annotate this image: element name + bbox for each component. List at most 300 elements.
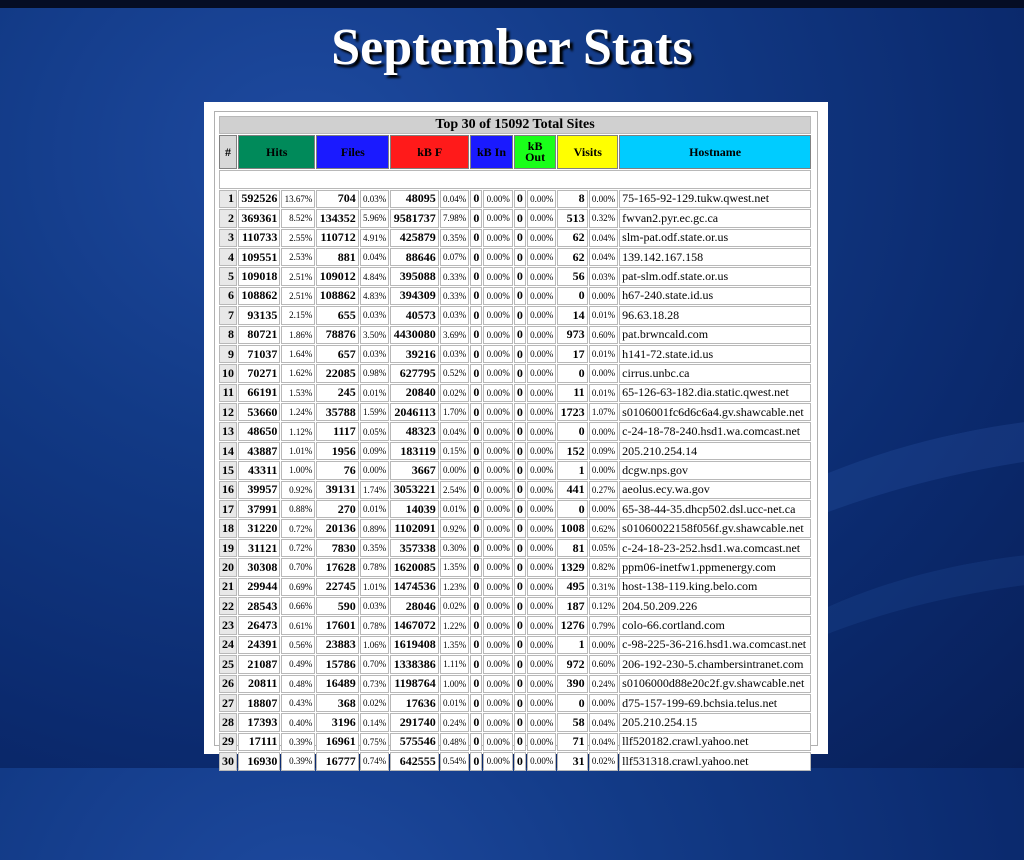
kb-out-value: 0 [514, 209, 526, 227]
files-percent: 0.03% [360, 345, 390, 363]
hits-value: 70271 [238, 364, 280, 382]
kb-out-percent: 0.00% [527, 539, 557, 557]
hits-value: 24391 [238, 636, 280, 654]
kb-f-percent: 7.98% [440, 209, 470, 227]
kb-in-percent: 0.00% [483, 461, 513, 479]
kb-in-value: 0 [470, 248, 482, 266]
kb-in-percent: 0.00% [483, 597, 513, 615]
hits-value: 43311 [238, 461, 280, 479]
table-body [219, 190, 811, 771]
table-caption: Top 30 of 15092 Total Sites [219, 116, 811, 134]
kb-in-percent: 0.00% [483, 519, 513, 537]
hits-value: 109018 [238, 267, 280, 285]
hits-percent: 2.51% [281, 287, 315, 305]
hostname-value: 205.210.254.14 [619, 442, 811, 460]
files-value: 39131 [316, 481, 358, 499]
kb-out-value: 0 [514, 248, 526, 266]
kb-out-value: 0 [514, 326, 526, 344]
hits-value: 31220 [238, 519, 280, 537]
kb-out-percent: 0.00% [527, 500, 557, 518]
row-number: 3 [219, 229, 237, 247]
kb-f-percent: 0.33% [440, 267, 470, 285]
row-number: 20 [219, 558, 237, 576]
visits-value: 1723 [557, 403, 587, 421]
kb-f-percent: 3.69% [440, 326, 470, 344]
visits-value: 14 [557, 306, 587, 324]
kb-out-value: 0 [514, 539, 526, 557]
kb-in-percent: 0.00% [483, 500, 513, 518]
files-value: 270 [316, 500, 358, 518]
kb-f-percent: 0.01% [440, 500, 470, 518]
table-row [219, 713, 811, 731]
kb-in-percent: 0.00% [483, 364, 513, 382]
hits-value: 48650 [238, 422, 280, 440]
kb-f-percent: 0.03% [440, 306, 470, 324]
row-number: 10 [219, 364, 237, 382]
files-value: 35788 [316, 403, 358, 421]
visits-percent: 0.04% [589, 733, 619, 751]
kb-out-value: 0 [514, 384, 526, 402]
kb-in-value: 0 [470, 733, 482, 751]
col-header-hostname: Hostname [619, 135, 811, 169]
table-row [219, 519, 811, 537]
kb-out-percent: 0.00% [527, 461, 557, 479]
kb-out-value: 0 [514, 675, 526, 693]
files-value: 78876 [316, 326, 358, 344]
stats-frame [214, 111, 818, 768]
hits-value: 80721 [238, 326, 280, 344]
kb-f-value: 2046113 [390, 403, 438, 421]
kb-f-percent: 0.24% [440, 713, 470, 731]
visits-value: 31 [557, 752, 587, 770]
hostname-value: 204.50.209.226 [619, 597, 811, 615]
kb-in-value: 0 [470, 481, 482, 499]
kb-f-value: 9581737 [390, 209, 438, 227]
kb-f-value: 14039 [390, 500, 438, 518]
table-row [219, 539, 811, 557]
hits-value: 31121 [238, 539, 280, 557]
files-percent: 0.98% [360, 364, 390, 382]
hits-value: 30308 [238, 558, 280, 576]
files-percent: 4.91% [360, 229, 390, 247]
hits-value: 43887 [238, 442, 280, 460]
col-header-visits: Visits [557, 135, 618, 169]
hits-percent: 1.62% [281, 364, 315, 382]
row-number: 4 [219, 248, 237, 266]
row-number: 18 [219, 519, 237, 537]
files-percent: 0.78% [360, 558, 390, 576]
kb-out-percent: 0.00% [527, 229, 557, 247]
kb-out-line1: kB [527, 139, 543, 154]
files-value: 16777 [316, 752, 358, 770]
kb-in-percent: 0.00% [483, 403, 513, 421]
col-header-num: # [219, 135, 237, 169]
kb-in-percent: 0.00% [483, 306, 513, 324]
files-value: 16961 [316, 733, 358, 751]
kb-in-percent: 0.00% [483, 190, 513, 208]
visits-percent: 0.01% [589, 384, 619, 402]
kb-f-percent: 1.00% [440, 675, 470, 693]
kb-in-percent: 0.00% [483, 481, 513, 499]
table-row [219, 229, 811, 247]
kb-in-value: 0 [470, 558, 482, 576]
kb-f-value: 48323 [390, 422, 438, 440]
files-value: 76 [316, 461, 358, 479]
kb-out-percent: 0.00% [527, 248, 557, 266]
kb-f-value: 1467072 [390, 616, 438, 634]
kb-out-value: 0 [514, 713, 526, 731]
table-row [219, 636, 811, 654]
hits-percent: 0.66% [281, 597, 315, 615]
files-percent: 0.89% [360, 519, 390, 537]
files-percent: 0.03% [360, 597, 390, 615]
kb-in-value: 0 [470, 287, 482, 305]
files-value: 22085 [316, 364, 358, 382]
table-row [219, 209, 811, 227]
kb-f-value: 1620085 [390, 558, 438, 576]
hostname-value: s0106001fc6d6c6a4.gv.shawcable.net [619, 403, 811, 421]
hits-value: 17393 [238, 713, 280, 731]
kb-f-value: 88646 [390, 248, 438, 266]
table-row [219, 190, 811, 208]
visits-value: 1008 [557, 519, 587, 537]
table-row [219, 442, 811, 460]
kb-out-percent: 0.00% [527, 190, 557, 208]
row-number: 25 [219, 655, 237, 673]
kb-in-value: 0 [470, 190, 482, 208]
table-row [219, 500, 811, 518]
visits-percent: 0.01% [589, 345, 619, 363]
hits-value: 37991 [238, 500, 280, 518]
kb-f-value: 575546 [390, 733, 438, 751]
hits-value: 20811 [238, 675, 280, 693]
visits-percent: 0.04% [589, 248, 619, 266]
row-number: 30 [219, 752, 237, 770]
kb-f-value: 4430080 [390, 326, 438, 344]
kb-f-percent: 0.92% [440, 519, 470, 537]
row-number: 24 [219, 636, 237, 654]
files-value: 1956 [316, 442, 358, 460]
hits-percent: 0.72% [281, 519, 315, 537]
visits-percent: 1.07% [589, 403, 619, 421]
files-value: 3196 [316, 713, 358, 731]
hits-value: 71037 [238, 345, 280, 363]
kb-in-percent: 0.00% [483, 229, 513, 247]
hits-value: 29944 [238, 578, 280, 596]
hits-value: 369361 [238, 209, 280, 227]
hostname-value: c-24-18-78-240.hsd1.wa.comcast.net [619, 422, 811, 440]
kb-in-value: 0 [470, 422, 482, 440]
table-row [219, 578, 811, 596]
files-value: 20136 [316, 519, 358, 537]
kb-f-percent: 0.35% [440, 229, 470, 247]
files-percent: 0.03% [360, 190, 390, 208]
kb-out-percent: 0.00% [527, 442, 557, 460]
kb-in-percent: 0.00% [483, 616, 513, 634]
col-header-kb-out [514, 135, 557, 169]
files-percent: 0.05% [360, 422, 390, 440]
visits-value: 17 [557, 345, 587, 363]
kb-f-percent: 1.23% [440, 578, 470, 596]
visits-value: 81 [557, 539, 587, 557]
hits-percent: 0.40% [281, 713, 315, 731]
hostname-value: d75-157-199-69.bchsia.telus.net [619, 694, 811, 712]
kb-out-percent: 0.00% [527, 616, 557, 634]
files-value: 657 [316, 345, 358, 363]
kb-in-value: 0 [470, 752, 482, 770]
kb-out-value: 0 [514, 694, 526, 712]
hostname-value: 65-38-44-35.dhcp502.dsl.ucc-net.ca [619, 500, 811, 518]
kb-out-percent: 0.00% [527, 733, 557, 751]
files-value: 1117 [316, 422, 358, 440]
hits-percent: 0.92% [281, 481, 315, 499]
hits-value: 28543 [238, 597, 280, 615]
hits-percent: 0.56% [281, 636, 315, 654]
visits-percent: 0.82% [589, 558, 619, 576]
row-number: 22 [219, 597, 237, 615]
row-number: 27 [219, 694, 237, 712]
visits-percent: 0.12% [589, 597, 619, 615]
visits-percent: 0.00% [589, 500, 619, 518]
table-row [219, 267, 811, 285]
hostname-value: 206-192-230-5.chambersintranet.com [619, 655, 811, 673]
kb-f-value: 1338386 [390, 655, 438, 673]
table-row [219, 461, 811, 479]
visits-percent: 0.62% [589, 519, 619, 537]
kb-out-percent: 0.00% [527, 713, 557, 731]
kb-f-percent: 0.07% [440, 248, 470, 266]
kb-out-percent: 0.00% [527, 364, 557, 382]
visits-percent: 0.00% [589, 190, 619, 208]
hostname-value: 75-165-92-129.tukw.qwest.net [619, 190, 811, 208]
files-percent: 1.01% [360, 578, 390, 596]
kb-f-percent: 0.48% [440, 733, 470, 751]
hits-value: 108862 [238, 287, 280, 305]
kb-in-value: 0 [470, 519, 482, 537]
kb-in-percent: 0.00% [483, 287, 513, 305]
files-value: 22745 [316, 578, 358, 596]
table-row [219, 694, 811, 712]
kb-out-percent: 0.00% [527, 209, 557, 227]
kb-in-percent: 0.00% [483, 558, 513, 576]
visits-percent: 0.00% [589, 636, 619, 654]
hostname-value: 139.142.167.158 [619, 248, 811, 266]
hits-value: 26473 [238, 616, 280, 634]
files-percent: 0.78% [360, 616, 390, 634]
kb-in-percent: 0.00% [483, 267, 513, 285]
hostname-value: host-138-119.king.belo.com [619, 578, 811, 596]
files-percent: 0.01% [360, 500, 390, 518]
kb-in-value: 0 [470, 326, 482, 344]
kb-in-percent: 0.00% [483, 694, 513, 712]
visits-value: 152 [557, 442, 587, 460]
hits-value: 109551 [238, 248, 280, 266]
kb-f-value: 627795 [390, 364, 438, 382]
kb-out-value: 0 [514, 752, 526, 770]
visits-percent: 0.60% [589, 326, 619, 344]
visits-value: 56 [557, 267, 587, 285]
kb-f-percent: 0.52% [440, 364, 470, 382]
hits-percent: 0.88% [281, 500, 315, 518]
kb-in-percent: 0.00% [483, 733, 513, 751]
kb-f-percent: 2.54% [440, 481, 470, 499]
hostname-value: fwvan2.pyr.ec.gc.ca [619, 209, 811, 227]
files-percent: 0.00% [360, 461, 390, 479]
files-percent: 4.84% [360, 267, 390, 285]
kb-out-percent: 0.00% [527, 306, 557, 324]
kb-f-value: 39216 [390, 345, 438, 363]
kb-f-percent: 0.01% [440, 694, 470, 712]
files-percent: 0.02% [360, 694, 390, 712]
hostname-value: colo-66.cortland.com [619, 616, 811, 634]
kb-f-value: 183119 [390, 442, 438, 460]
visits-percent: 0.04% [589, 713, 619, 731]
visits-percent: 0.00% [589, 287, 619, 305]
hits-percent: 0.43% [281, 694, 315, 712]
table-row [219, 655, 811, 673]
files-percent: 1.74% [360, 481, 390, 499]
kb-in-value: 0 [470, 636, 482, 654]
hits-percent: 1.24% [281, 403, 315, 421]
kb-out-value: 0 [514, 616, 526, 634]
kb-out-percent: 0.00% [527, 287, 557, 305]
kb-f-value: 1619408 [390, 636, 438, 654]
kb-in-percent: 0.00% [483, 752, 513, 770]
kb-out-percent: 0.00% [527, 694, 557, 712]
hostname-value: pat-slm.odf.state.or.us [619, 267, 811, 285]
kb-in-percent: 0.00% [483, 209, 513, 227]
hits-percent: 2.53% [281, 248, 315, 266]
kb-out-percent: 0.00% [527, 267, 557, 285]
kb-in-percent: 0.00% [483, 345, 513, 363]
visits-value: 390 [557, 675, 587, 693]
hits-value: 66191 [238, 384, 280, 402]
visits-percent: 0.00% [589, 461, 619, 479]
hostname-value: c-24-18-23-252.hsd1.wa.comcast.net [619, 539, 811, 557]
visits-value: 513 [557, 209, 587, 227]
slide-title: September Stats [331, 19, 693, 76]
row-number: 17 [219, 500, 237, 518]
hits-value: 110733 [238, 229, 280, 247]
table-row [219, 384, 811, 402]
hostname-value: dcgw.nps.gov [619, 461, 811, 479]
files-percent: 0.09% [360, 442, 390, 460]
kb-f-value: 20840 [390, 384, 438, 402]
kb-f-percent: 0.33% [440, 287, 470, 305]
kb-f-value: 394309 [390, 287, 438, 305]
table-row [219, 675, 811, 693]
files-value: 17601 [316, 616, 358, 634]
kb-f-value: 395088 [390, 267, 438, 285]
visits-percent: 0.27% [589, 481, 619, 499]
col-header-files: Files [316, 135, 389, 169]
header-row [219, 135, 811, 169]
kb-f-value: 28046 [390, 597, 438, 615]
hits-percent: 2.51% [281, 267, 315, 285]
kb-in-value: 0 [470, 655, 482, 673]
files-percent: 1.06% [360, 636, 390, 654]
row-number: 7 [219, 306, 237, 324]
kb-f-value: 1102091 [390, 519, 438, 537]
kb-f-percent: 0.00% [440, 461, 470, 479]
kb-f-percent: 1.11% [440, 655, 470, 673]
row-number: 12 [219, 403, 237, 421]
kb-in-percent: 0.00% [483, 326, 513, 344]
kb-in-percent: 0.00% [483, 539, 513, 557]
visits-value: 0 [557, 422, 587, 440]
kb-in-value: 0 [470, 229, 482, 247]
files-percent: 5.96% [360, 209, 390, 227]
kb-f-percent: 0.03% [440, 345, 470, 363]
hostname-value: 65-126-63-182.dia.static.qwest.net [619, 384, 811, 402]
visits-percent: 0.09% [589, 442, 619, 460]
files-percent: 0.03% [360, 306, 390, 324]
table-row [219, 481, 811, 499]
kb-in-percent: 0.00% [483, 578, 513, 596]
kb-out-value: 0 [514, 578, 526, 596]
kb-f-value: 3053221 [390, 481, 438, 499]
files-percent: 0.75% [360, 733, 390, 751]
visits-value: 972 [557, 655, 587, 673]
row-number: 2 [219, 209, 237, 227]
files-percent: 0.04% [360, 248, 390, 266]
hits-percent: 2.15% [281, 306, 315, 324]
kb-out-percent: 0.00% [527, 636, 557, 654]
hits-percent: 0.48% [281, 675, 315, 693]
hostname-value: llf531318.crawl.yahoo.net [619, 752, 811, 770]
visits-percent: 0.05% [589, 539, 619, 557]
hostname-value: cirrus.unbc.ca [619, 364, 811, 382]
kb-f-percent: 0.04% [440, 422, 470, 440]
row-number: 5 [219, 267, 237, 285]
row-number: 13 [219, 422, 237, 440]
kb-f-percent: 0.15% [440, 442, 470, 460]
kb-out-value: 0 [514, 519, 526, 537]
kb-out-percent: 0.00% [527, 403, 557, 421]
row-number: 26 [219, 675, 237, 693]
kb-in-value: 0 [470, 616, 482, 634]
hits-value: 16930 [238, 752, 280, 770]
visits-value: 62 [557, 248, 587, 266]
kb-out-value: 0 [514, 636, 526, 654]
kb-in-value: 0 [470, 694, 482, 712]
visits-value: 1329 [557, 558, 587, 576]
kb-f-percent: 1.35% [440, 558, 470, 576]
kb-f-value: 1474536 [390, 578, 438, 596]
kb-f-percent: 1.35% [440, 636, 470, 654]
kb-out-value: 0 [514, 733, 526, 751]
hostname-value: 205.210.254.15 [619, 713, 811, 731]
hits-percent: 1.12% [281, 422, 315, 440]
hits-percent: 1.53% [281, 384, 315, 402]
kb-in-percent: 0.00% [483, 636, 513, 654]
row-number: 6 [219, 287, 237, 305]
hostname-value: slm-pat.odf.state.or.us [619, 229, 811, 247]
hits-value: 53660 [238, 403, 280, 421]
top-border [0, 0, 1024, 8]
kb-f-value: 642555 [390, 752, 438, 770]
kb-out-value: 0 [514, 500, 526, 518]
row-number: 16 [219, 481, 237, 499]
visits-value: 0 [557, 364, 587, 382]
kb-in-value: 0 [470, 209, 482, 227]
hostname-value: h141-72.state.id.us [619, 345, 811, 363]
kb-in-value: 0 [470, 675, 482, 693]
kb-out-percent: 0.00% [527, 422, 557, 440]
row-number: 14 [219, 442, 237, 460]
hostname-value: pat.brwncald.com [619, 326, 811, 344]
hits-percent: 0.39% [281, 733, 315, 751]
